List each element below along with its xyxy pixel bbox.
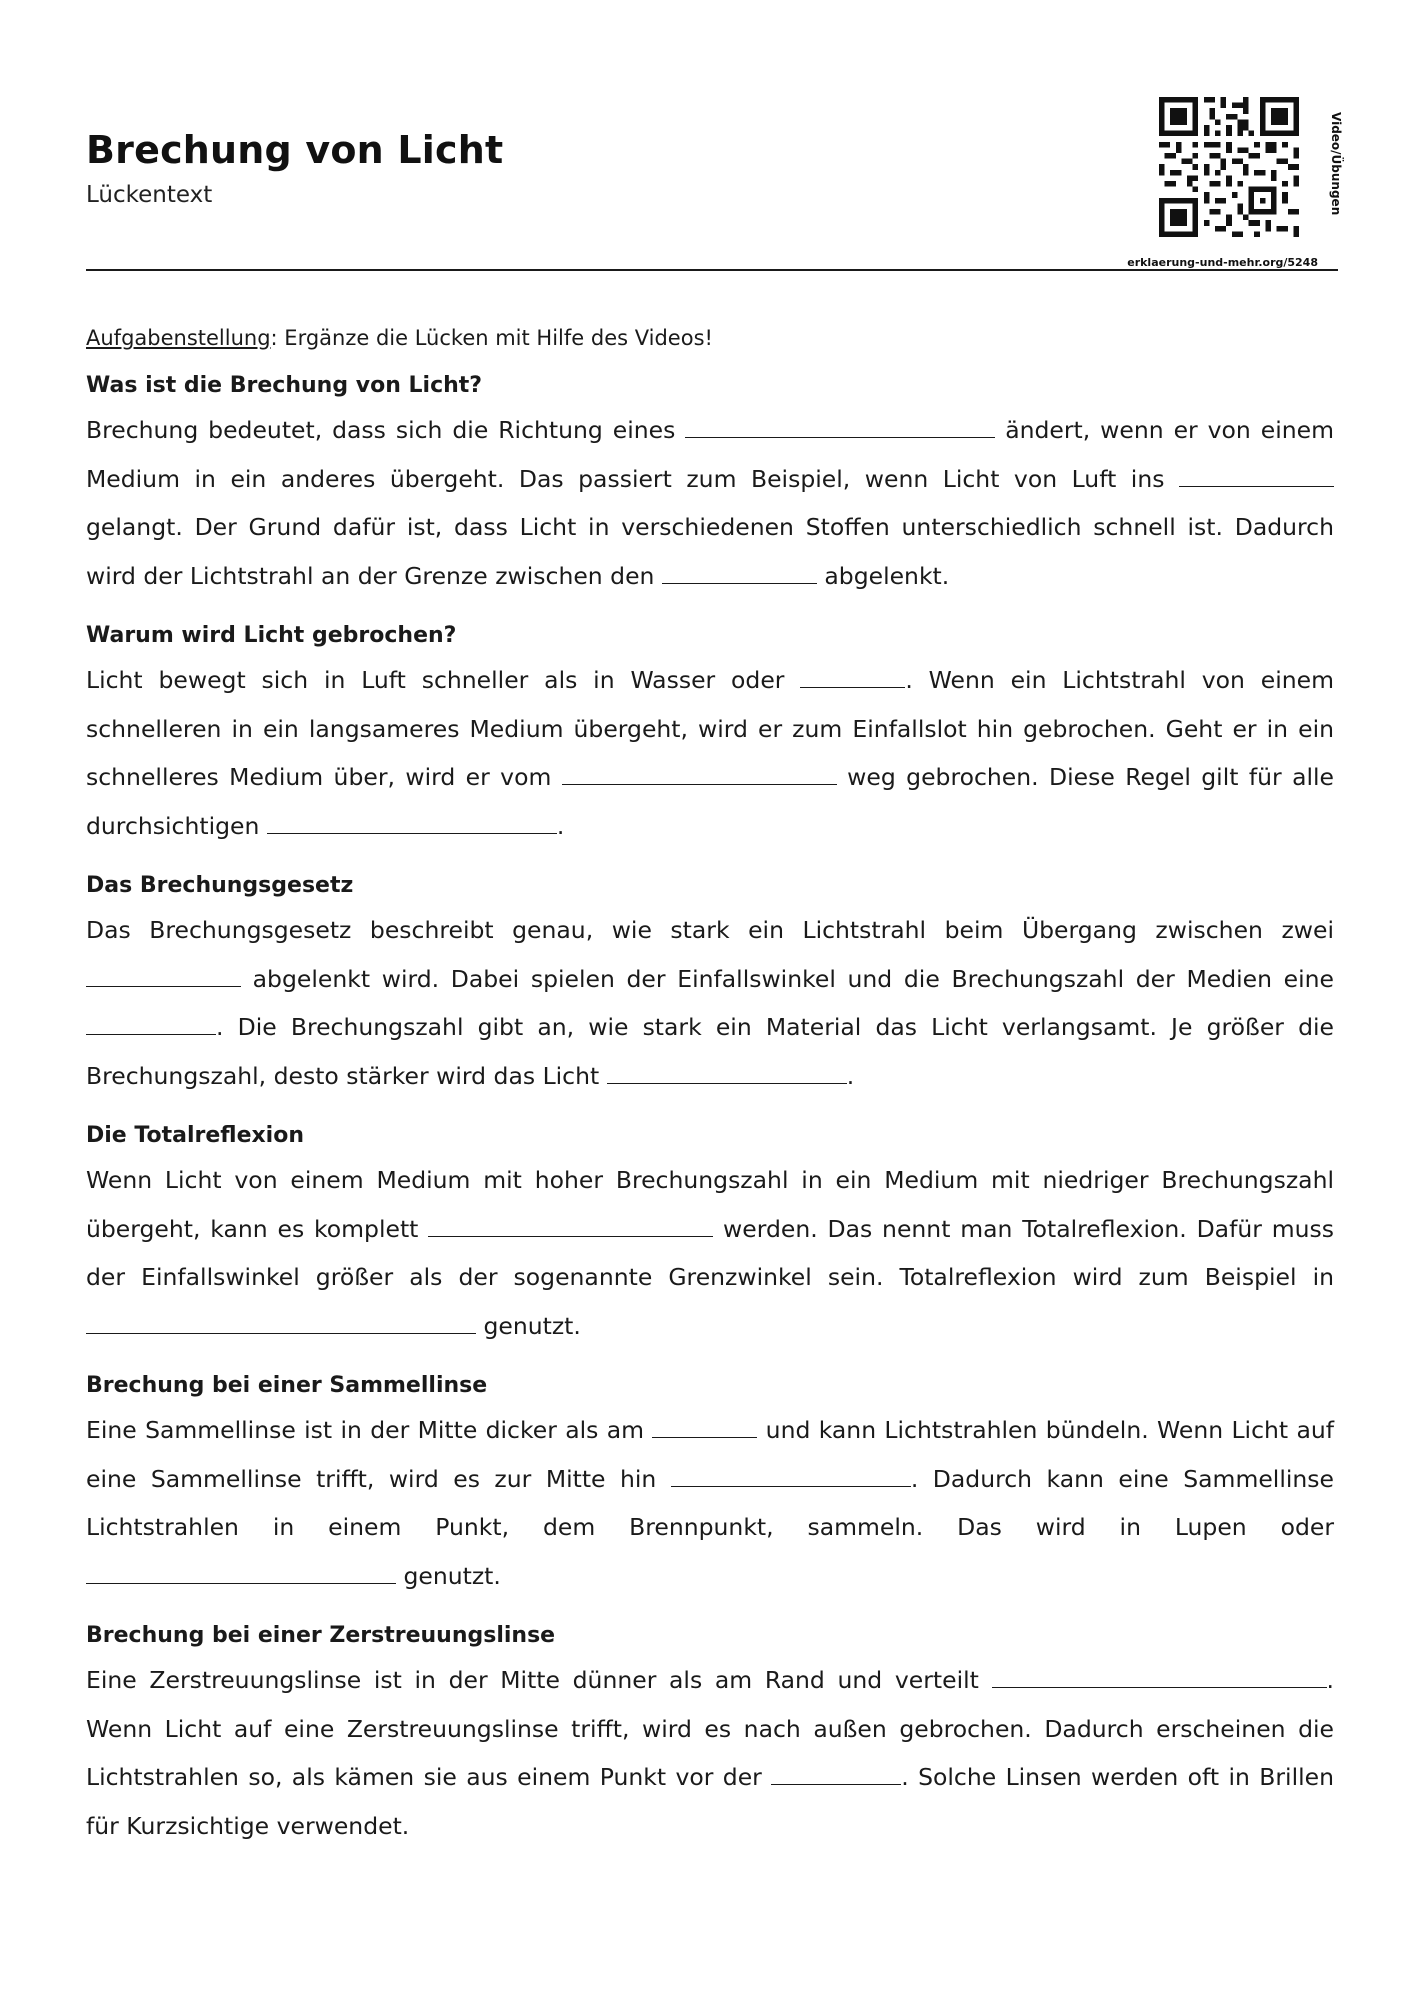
gap-blank[interactable] xyxy=(671,1464,911,1487)
page-subtitle: Lückentext xyxy=(86,182,213,208)
text-fragment: . Wenn ein Lichtstrahl von einem schnelleren in ein langsameres Medium übergeht, wird er zum Einfallslot hin gebrochen. Geht er in ein schnelleres Medium über, wird er vom xyxy=(86,666,1335,791)
text-fragment: . Dadurch kann eine Sammellinse Lichtstrahlen in einem Punkt, dem Brennpunkt, sammeln. Das wird in Lupen oder xyxy=(86,1464,1334,1541)
text-fragment: abgelenkt wird. Dabei spielen der Einfallswinkel und die Brechungszahl der Medien eine xyxy=(241,964,1334,993)
section-text xyxy=(86,906,1334,1100)
task-instruction xyxy=(86,322,1334,354)
source-url: erklaerung-und-mehr.org/5248 xyxy=(1127,256,1318,269)
gap-blank[interactable] xyxy=(428,1214,713,1237)
text-fragment: . Solche Linsen werden oft in Brillen für Kurzsichtige verwendet. xyxy=(86,1763,1334,1840)
gap-blank[interactable] xyxy=(1179,464,1334,487)
text-fragment: genutzt. xyxy=(476,1311,581,1340)
text-fragment: . xyxy=(846,1061,855,1090)
text-fragment: Eine Zerstreuungslinse ist in der Mitte dünner als am Rand und verteilt xyxy=(86,1666,992,1694)
text-fragment: ändert, wenn er von einem Medium in ein anderes übergeht. Das passiert zum Beispiel, wenn Licht von Luft ins xyxy=(86,416,1334,493)
gap-blank[interactable] xyxy=(771,1762,901,1785)
page-title: Brechung von Licht xyxy=(86,128,504,172)
qr-label: Video/Übungen xyxy=(1329,112,1343,216)
section-totalreflexion xyxy=(86,1116,1334,1350)
text-fragment: Wenn Licht von einem Medium mit hoher Brechungszahl in ein Medium mit niedriger Brechungszahl übergeht, kann es komplett xyxy=(86,1166,1334,1243)
section-text xyxy=(86,1156,1334,1350)
gap-blank[interactable] xyxy=(662,561,817,584)
gap-blank[interactable] xyxy=(607,1061,847,1084)
text-fragment: . xyxy=(556,811,565,840)
text-fragment: . Die Brechungszahl gibt an, wie stark ein Material das Licht verlangsamt. Je größer die Brechungszahl, desto stärker wird das Licht xyxy=(86,1013,1334,1090)
section-text xyxy=(86,656,1334,850)
text-fragment: werden. Das nennt man Totalreflexion. Dafür muss der Einfallswinkel größer als der sogenannte Grenzwinkel sein. Totalreflexion wird zum Beispiel in xyxy=(86,1214,1334,1291)
gap-blank[interactable] xyxy=(86,964,241,987)
section-heading: Was ist die Brechung von Licht? xyxy=(86,373,483,398)
gap-blank[interactable] xyxy=(86,1311,476,1334)
text-fragment: und kann Lichtstrahlen bündeln. Wenn Licht auf eine Sammellinse trifft, wird es zur Mitte hin xyxy=(86,1416,1335,1493)
section-heading: Das Brechungsgesetz xyxy=(86,873,354,898)
text-fragment: Eine Sammellinse ist in der Mitte dicker als am xyxy=(86,1416,653,1444)
section-brechungsgesetz xyxy=(86,866,1334,1100)
section-heading: Brechung bei einer Sammellinse xyxy=(86,1373,488,1398)
section-text xyxy=(86,406,1334,600)
text-fragment: genutzt. xyxy=(396,1561,501,1590)
gap-blank[interactable] xyxy=(685,415,995,438)
section-text xyxy=(86,1656,1334,1850)
gap-blank[interactable] xyxy=(800,665,905,688)
section-sammellinse xyxy=(86,1366,1334,1600)
text-fragment: . Wenn Licht auf eine Zerstreuungslinse trifft, wird es nach außen gebrochen. Dadurch erscheinen die Lichtstrahlen so, als kämen sie aus einem Punkt vor der xyxy=(86,1666,1334,1791)
text-fragment: Das Brechungsgesetz beschreibt genau, wie stark ein Lichtstrahl beim Übergang zwischen zwei xyxy=(86,916,1334,944)
section-warum xyxy=(86,616,1334,850)
text-fragment: weg gebrochen. Diese Regel gilt für alle durchsichtigen xyxy=(86,763,1334,840)
qr-code[interactable] xyxy=(1159,97,1299,237)
text-fragment: Licht bewegt sich in Luft schneller als in Wasser oder xyxy=(86,666,801,694)
section-heading: Brechung bei einer Zerstreuungslinse xyxy=(86,1623,556,1648)
gap-blank[interactable] xyxy=(86,1012,216,1035)
text-fragment: abgelenkt. xyxy=(816,561,950,590)
header-divider xyxy=(86,269,1338,271)
gap-blank[interactable] xyxy=(267,811,557,834)
task-text: : Ergänze die Lücken mit Hilfe des Videos! xyxy=(270,326,713,350)
section-zerstreuungslinse xyxy=(86,1616,1334,1850)
section-heading: Die Totalreflexion xyxy=(86,1123,304,1148)
section-heading: Warum wird Licht gebrochen? xyxy=(86,623,457,648)
text-fragment: gelangt. Der Grund dafür ist, dass Licht in verschiedenen Stoffen unterschiedlich schnell ist. Dadurch wird der Lichtstrahl an der Grenze zwischen den xyxy=(86,513,1334,590)
gap-blank[interactable] xyxy=(652,1415,757,1438)
gap-blank[interactable] xyxy=(86,1561,396,1584)
text-fragment: Brechung bedeutet, dass sich die Richtung eines xyxy=(86,416,686,444)
task-label: Aufgabenstellung xyxy=(86,326,271,350)
section-text xyxy=(86,1406,1334,1600)
worksheet-content xyxy=(86,322,1334,1866)
section-brechung xyxy=(86,366,1334,600)
gap-blank[interactable] xyxy=(992,1665,1327,1688)
gap-blank[interactable] xyxy=(562,762,837,785)
